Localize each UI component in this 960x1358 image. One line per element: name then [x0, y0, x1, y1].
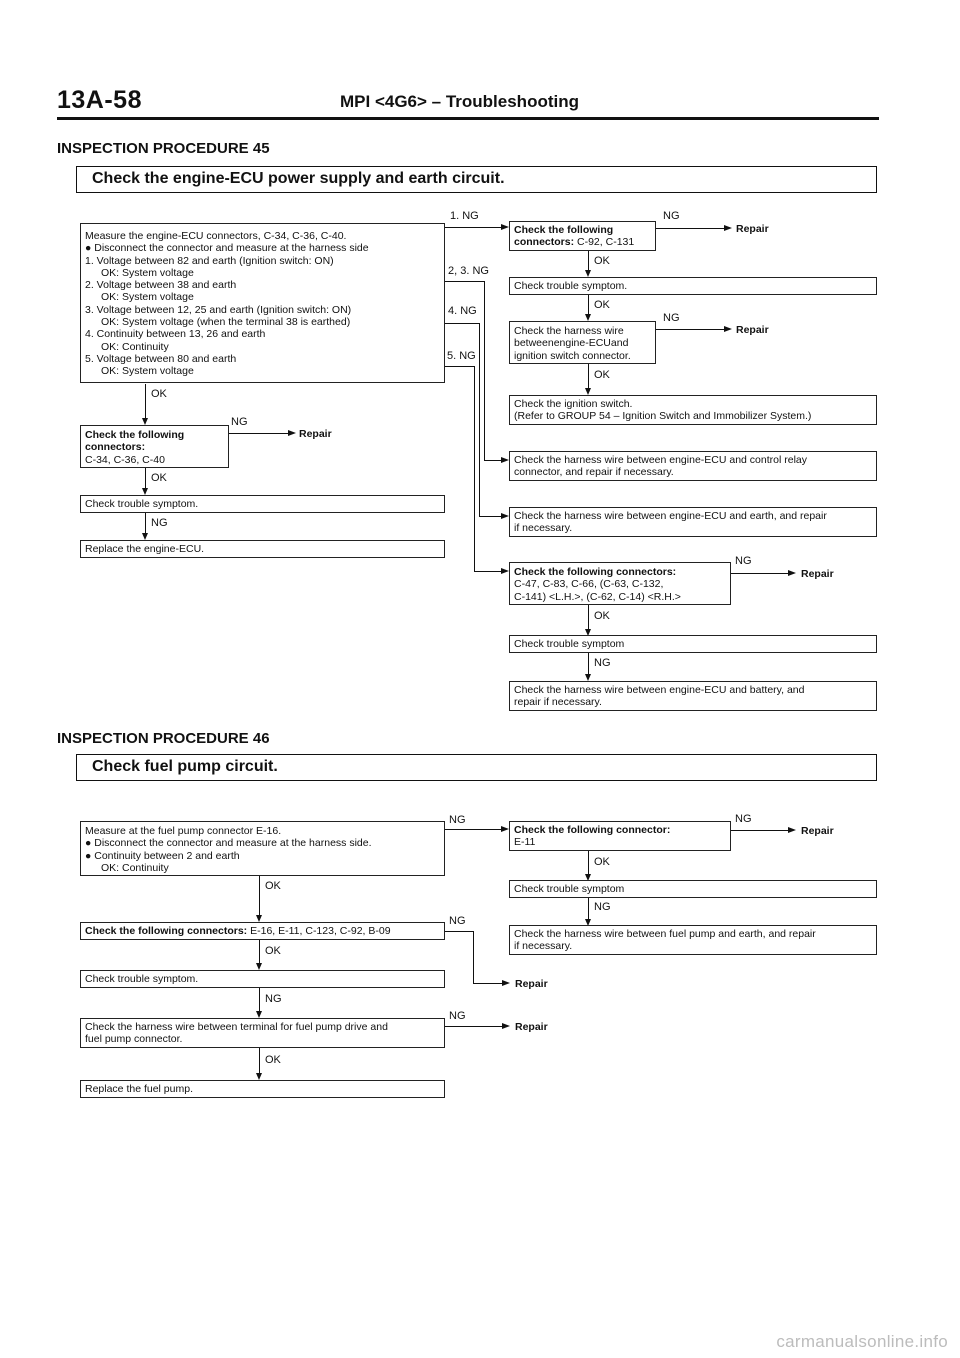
arrow-right-icon [502, 1023, 510, 1029]
replace-ecu-box: Replace the engine-ECU. [80, 540, 445, 558]
ok-label: OK [265, 1054, 281, 1066]
connector-line [445, 829, 502, 830]
page-title: MPI <4G6> – Troubleshooting [340, 92, 579, 111]
arrow-right-icon [724, 225, 732, 231]
measure-box-45: Measure the engine-ECU connectors, C-34, C-36, C-40. ● Disconnect the connector and measure at the harness side 1. Voltage between 82 and earth (Ignition switch: ON) OK: System voltage 2. Voltage between 38 and earth OK: System voltage 3. Voltage between 12, 25 and earth (Ignition switch: ON) OK: System voltage (when the terminal 38 is earthed) 4. Continuity between 13, 26 and earth OK: Continuity 5. Voltage between 80 and earth OK: System voltage [80, 223, 445, 383]
ng-label: NG [735, 555, 752, 567]
check-connector-box: Check the following connector: E-11 [509, 821, 731, 851]
connector-line [588, 295, 589, 315]
ng-label: NG [594, 657, 611, 669]
arrow-right-icon [788, 827, 796, 833]
connector-line [445, 281, 484, 282]
arrow-down-icon [585, 674, 591, 681]
connector-line [229, 433, 289, 434]
arrow-down-icon [142, 533, 148, 540]
procedure-46-heading: INSPECTION PROCEDURE 46 [57, 730, 270, 747]
connector-line [588, 653, 589, 675]
ng-label: NG [735, 813, 752, 825]
procedure-46-banner: Check fuel pump circuit. [76, 754, 877, 781]
watermark: carmanualsonline.info [776, 1332, 948, 1351]
connector-line [479, 516, 502, 517]
connector-line [259, 940, 260, 965]
connector-line [484, 460, 502, 461]
connector-line [259, 988, 260, 1013]
check-harness-box: Check the harness wire betweenengine-ECUand ignition switch connector. [509, 321, 656, 364]
procedure-45-heading: INSPECTION PROCEDURE 45 [57, 140, 270, 157]
connector-line [445, 227, 502, 228]
branch-label: 1. NG [450, 210, 479, 222]
connector-line [259, 1048, 260, 1075]
ng-label: NG [663, 312, 680, 324]
check-drive-harness-box: Check the harness wire between terminal for fuel pump drive and fuel pump connector. [80, 1018, 445, 1048]
connector-line [588, 851, 589, 876]
check-trouble-box: Check trouble symptom [509, 635, 877, 653]
arrow-down-icon [585, 314, 591, 321]
arrow-right-icon [788, 570, 796, 576]
ok-label: OK [265, 880, 281, 892]
ok-label: OK [594, 369, 610, 381]
connector-line [145, 513, 146, 535]
check-battery-harness-box: Check the harness wire between engine-ECU and battery, and repair if necessary. [509, 681, 877, 711]
arrow-down-icon [256, 963, 262, 970]
arrow-right-icon [288, 430, 296, 436]
connector-line [445, 323, 479, 324]
replace-fuel-pump-box: Replace the fuel pump. [80, 1080, 445, 1098]
ng-label: NG [231, 416, 248, 428]
connector-line [445, 1026, 503, 1027]
connector-line [588, 898, 589, 920]
branch-label: 4. NG [448, 305, 477, 317]
check-relay-harness-box: Check the harness wire between engine-ECU and control relay connector, and repair if necessary. [509, 451, 877, 481]
arrow-down-icon [585, 388, 591, 395]
check-trouble-box: Check trouble symptom. [80, 495, 445, 513]
connector-line [588, 251, 589, 271]
connector-line [731, 573, 789, 574]
arrow-right-icon [501, 826, 509, 832]
header-rule [57, 117, 879, 120]
ok-label: OK [594, 299, 610, 311]
check-trouble-box: Check trouble symptom [509, 880, 877, 898]
repair-label: Repair [515, 978, 548, 990]
check-connectors-box: Check the following connectors: E-16, E-11, C-123, C-92, B-09 [80, 922, 445, 940]
connector-line [484, 281, 485, 460]
ng-label: NG [449, 1010, 466, 1022]
ok-label: OK [594, 610, 610, 622]
check-trouble-box: Check trouble symptom. [509, 277, 877, 295]
repair-label: Repair [801, 568, 834, 580]
connector-line [588, 364, 589, 389]
ng-label: NG [449, 814, 466, 826]
arrow-down-icon [142, 488, 148, 495]
connector-line [259, 876, 260, 917]
check-trouble-box: Check trouble symptom. [80, 970, 445, 988]
branch-label: 5. NG [447, 350, 476, 362]
arrow-right-icon [501, 224, 509, 230]
connector-line [473, 983, 503, 984]
ok-label: OK [594, 255, 610, 267]
branch-label: 2, 3. NG [448, 265, 489, 277]
check-ignition-box: Check the ignition switch. (Refer to GROUP 54 – Ignition Switch and Immobilizer System.) [509, 395, 877, 425]
connector-line [731, 830, 789, 831]
repair-label: Repair [736, 223, 769, 235]
check-connectors-box: Check the following connectors: C-47, C-83, C-66, (C-63, C-132, C-141) <L.H.>, (C-62, C-14) <R.H.> [509, 562, 731, 605]
ng-label: NG [151, 517, 168, 529]
repair-label: Repair [515, 1021, 548, 1033]
connector-line [474, 571, 502, 572]
arrow-right-icon [502, 980, 510, 986]
connector-line [473, 931, 474, 983]
connector-line [588, 605, 589, 630]
ng-label: NG [663, 210, 680, 222]
arrow-right-icon [501, 568, 509, 574]
page-number: 13A-58 [57, 86, 142, 114]
check-connectors-box: Check the following connectors: C-92, C-131 [509, 221, 656, 251]
connector-line [445, 931, 473, 932]
repair-label: Repair [801, 825, 834, 837]
arrow-right-icon [724, 326, 732, 332]
repair-label: Repair [736, 324, 769, 336]
check-pump-earth-harness-box: Check the harness wire between fuel pump and earth, and repair if necessary. [509, 925, 877, 955]
arrow-right-icon [501, 457, 509, 463]
ok-label: OK [265, 945, 281, 957]
arrow-down-icon [585, 270, 591, 277]
connector-line [445, 366, 474, 367]
ok-label: OK [151, 472, 167, 484]
ok-label: OK [594, 856, 610, 868]
arrow-down-icon [256, 915, 262, 922]
connector-line [479, 323, 480, 516]
connector-line [474, 366, 475, 571]
measure-box-46: Measure at the fuel pump connector E-16. ● Disconnect the connector and measure at the harness side. ● Continuity between 2 and earth OK: Continuity [80, 821, 445, 876]
connector-line [145, 384, 146, 420]
arrow-right-icon [501, 513, 509, 519]
ok-label: OK [151, 388, 167, 400]
connector-line [656, 228, 725, 229]
check-connectors-box: Check the following connectors: C-34, C-36, C-40 [80, 425, 229, 468]
check-earth-harness-box: Check the harness wire between engine-ECU and earth, and repair if necessary. [509, 507, 877, 537]
ng-label: NG [449, 915, 466, 927]
ng-label: NG [594, 901, 611, 913]
connector-line [656, 329, 725, 330]
arrow-down-icon [256, 1011, 262, 1018]
arrow-down-icon [256, 1073, 262, 1080]
procedure-45-banner: Check the engine-ECU power supply and earth circuit. [76, 166, 877, 193]
ng-label: NG [265, 993, 282, 1005]
arrow-down-icon [142, 418, 148, 425]
connector-line [145, 468, 146, 490]
repair-label: Repair [299, 428, 332, 440]
